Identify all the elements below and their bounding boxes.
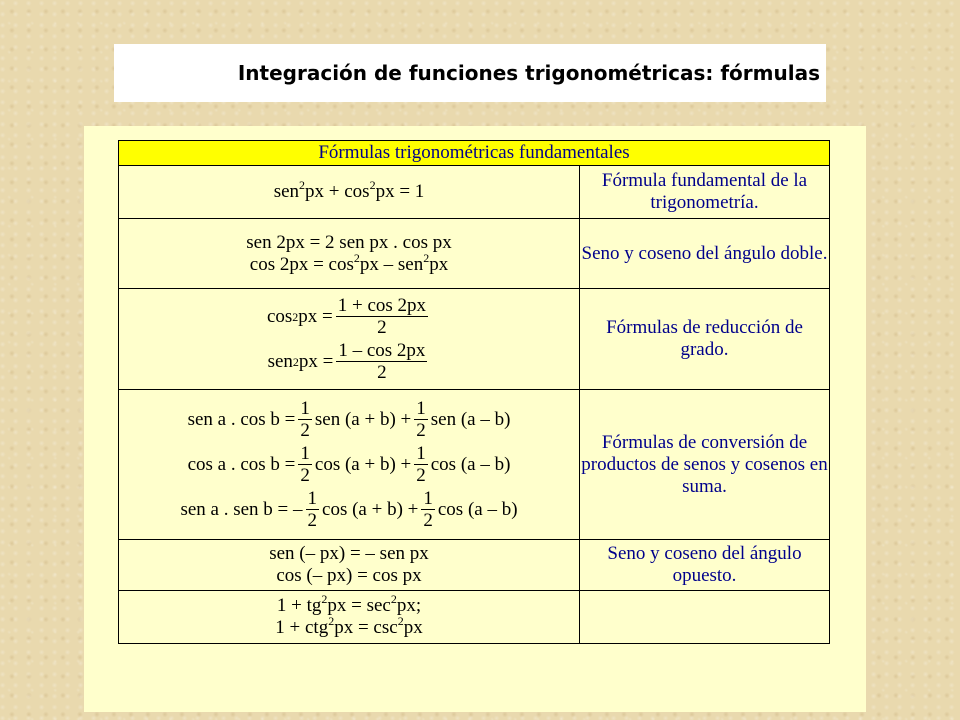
description-cell: Fórmula fundamental de la trigonometría. <box>580 166 830 219</box>
formula-cell <box>119 166 580 219</box>
fraction: $\frac{1 + \cos 2px}{2}$ <box>337 295 427 338</box>
formula-line: sen 2px = 2 sen px . cos px <box>246 231 452 253</box>
formula-line: cos a . cos b = $\frac{1}{2}$ cos (a + b) + $\frac{1}{2}$ cos (a – b) <box>187 443 511 486</box>
title-box <box>114 44 826 102</box>
description-cell: Seno y coseno del ángulo opuesto. <box>580 540 830 591</box>
formula-line: sen 2 px = $\frac{1 - \cos 2px}{2}$ <box>267 340 426 383</box>
fraction: $\frac{1}{2}$ <box>416 443 426 486</box>
formula-cell <box>119 540 580 591</box>
fraction: $\frac{1}{2}$ <box>416 398 426 441</box>
formula-cell <box>119 219 580 289</box>
table-header-row <box>119 141 830 166</box>
table-row <box>119 166 830 219</box>
description-cell: Fórmulas de conversión de productos de senos y cosenos en suma. <box>580 390 830 540</box>
formula-cell <box>119 591 580 644</box>
formula-line: sen a . sen b = – $\frac{1}{2}$ cos (a + b) + $\frac{1}{2}$ cos (a – b) <box>180 488 518 531</box>
table-row <box>119 219 830 289</box>
table-row <box>119 289 830 390</box>
formula-line: $\cos 2px = \cos^2px - sen^2px$ <box>249 250 449 275</box>
formula-line: $sen^2px + \cos^2px = 1$ <box>273 178 425 202</box>
description-cell <box>580 591 830 644</box>
fraction: $\frac{1}{2}$ <box>300 398 310 441</box>
table-row <box>119 591 830 644</box>
formula-line: sen a . cos b = $\frac{1}{2}$ sen (a + b) + $\frac{1}{2}$ sen (a – b) <box>187 398 511 441</box>
fraction: $\frac{1}{2}$ <box>300 443 310 486</box>
formula-line: $1 + ctg^2px = \csc^2px$ <box>275 614 423 638</box>
formula-line: sen (– px) = – sen px <box>269 543 429 564</box>
formula-line: cos (– px) = cos px <box>276 565 422 586</box>
formula-line: $1 + tg^2px = \sec^2px$; <box>276 592 422 616</box>
page-title: Integración de funciones trigonométricas: fórmulas <box>237 61 820 85</box>
table-header: Fórmulas trigonométricas fundamentales <box>119 141 830 166</box>
description-cell: Fórmulas de reducción de grado. <box>580 289 830 390</box>
fraction: $\frac{1}{2}$ <box>423 488 433 531</box>
table-row <box>119 540 830 591</box>
formula-cell <box>119 390 580 540</box>
table-row <box>119 390 830 540</box>
description-cell: Seno y coseno del ángulo doble. <box>580 219 830 289</box>
content-panel <box>84 126 866 712</box>
fraction: $\frac{1 - \cos 2px}{2}$ <box>338 340 426 383</box>
formula-table <box>118 140 830 644</box>
formula-cell <box>119 289 580 390</box>
fraction: $\frac{1}{2}$ <box>307 488 318 531</box>
formula-line: cos 2 px = $\frac{1 + \cos 2px}{2}$ <box>266 295 427 338</box>
